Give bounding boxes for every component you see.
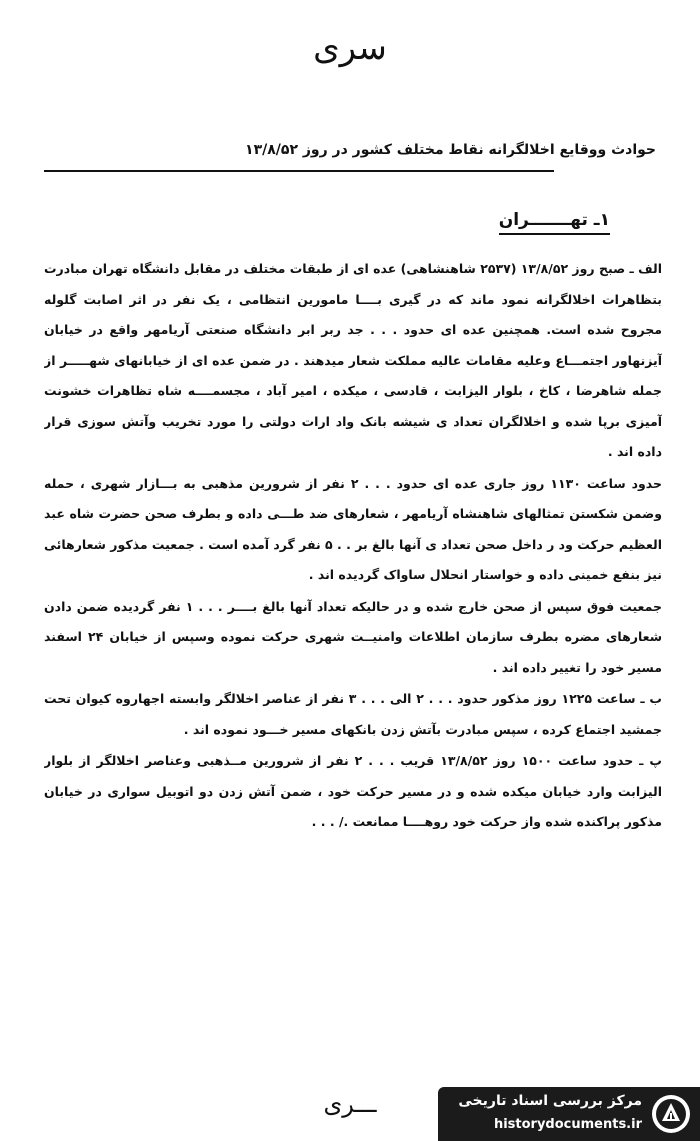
watermark-url: historydocuments.ir	[493, 1117, 642, 1132]
classification-mark: سری	[313, 28, 387, 68]
title-underline	[44, 170, 554, 172]
paragraph-pe: پ ـ حدود ساعت ۱۵۰۰ روز ۱۳/۸/۵۲ قریب . . . ۲ نفر از شرورین مــذهبی وعناصر اخلالگر از بلوار الیزابت وارد خیابان میکده شده و در مسیر حرکت خود ، ضمن آتش زدن دو اتوبیل سواری در خیابان مذکور پراکنده شده واز حرکت خود روهــــا ممانعت ./ . . .	[44, 753, 662, 829]
watermark-archive-name: مرکز بررسی اسناد تاریخی	[458, 1093, 642, 1109]
footer-classification-mark: ـــرى	[323, 1090, 377, 1118]
document-title: حوادث ووقایع اخلالگرانه نقاط مختلف کشور در روز ۱۳/۸/۵۲	[245, 142, 656, 158]
paragraph-be: ب ـ ساعت ۱۲۲۵ روز مذکور حدود . . . ۲ الی . . . ۳ نفر از عناصر اخلالگر وابسته اجهاروه کیوان تحت جمشید اجتماع کرده ، سپس مبادرت بآتش زدن بانکهای مسیر خـــود نموده اند .	[44, 691, 662, 737]
paragraph-2: حدود ساعت ۱۱۳۰ روز جاری عده ای حدود . . . ۲ نفر از شرورین مذهبی به بـــازار شهری ، حمله وضمن شکستن تمثالهای شاهنشاه آریامهر ، شعارهای ضد طـــی داده و بطرف صحن حضرت شاه عبد العظیم حرکت ود ر داخل صحن تعداد ی آنها بالغ بر . . ۵ نفر گرد آمده است . جمعیت مذکور شعارهائی نیز بنفع خمینی داده و خواستار انحلال ساواک گردیده اند .	[44, 475, 662, 582]
pen-nib-logo-icon	[650, 1093, 692, 1135]
archive-watermark	[438, 1087, 700, 1141]
section-heading: ۱ـ تهـــــــران	[499, 210, 610, 235]
paragraph-3: جمعیت فوق سپس از صحن خارج شده و در حالیکه تعداد آنها بالغ بــــر . . . ۱ نفر گردیده ضمن دادن شعارهای مضره بطرف سازمان اطلاعات وامنیــت شهری حرکت نموده وسپس از خیابان ۲۴ اسفند مسیر خود را تغییر داده اند .	[44, 598, 662, 675]
paragraph-alef: الف ـ صبح روز ۱۳/۸/۵۲ (۲۵۳۷ شاهنشاهی) عده ای از طبقات مختلف در مقابل دانشگاه تهران مبادرت بتظاهرات اخلالگرانه نمود ماند که در گیری بــــا مامورین انتظامی ، یک نفر در اثر اصابت گلوله مجروح شده است. همچنین عده ای حدود . . . جد ربر ابر دانشگاه صنعتی آریامهر واقع در خیابان آیزنهاور اجتمـــاع وعلیه مقامات عالیه مملکت شعار میدهند . در ضمن عده ای از خیابانهای شهـــــر از جمله شاهرضا ، کاخ ، بلوار الیزابت ، قادسی ، میکده ، امیر آباد ، مجسمــــه شاه تظاهرات خشونت آمیزی برپا شده و اخلالگران تعداد ی شیشه بانک واد ارات دولتی را مورد تخریب وآتش سوزی قرار داده اند .	[44, 261, 662, 459]
document-body	[44, 254, 662, 1064]
